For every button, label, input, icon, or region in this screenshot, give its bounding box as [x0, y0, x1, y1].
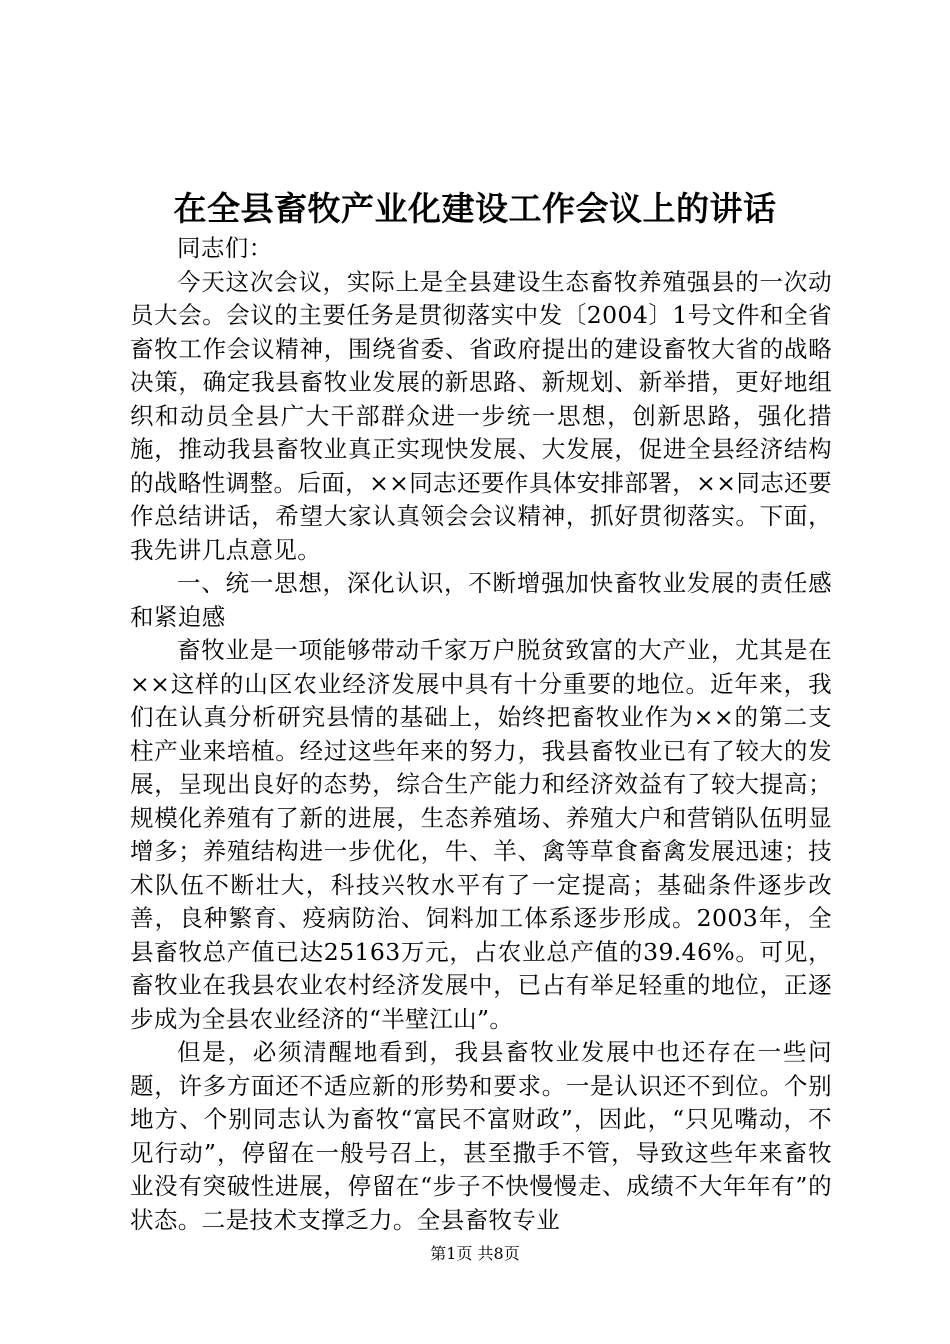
salutation: 同志们： — [177, 234, 273, 262]
document-body — [130, 232, 832, 1237]
paragraph-intro: 今天这次会议，实际上是全县建设生态畜牧养殖强县的一次动员大会。会议的主要任务是贯彻落实中发〔2004〕1号文件和全省畜牧工作会议精神，围绕省委、省政府提出的建设畜牧大省的战略决策，确定我县畜牧业发展的新思路、新规划、新举措，更好地组织和动员全县广大干部群众进一步统一思想，创新思路，强化措施，推动我县畜牧业真正实现快发展、大发展，促进全县经济结构的战略性调整。后面，××同志还要作具体安排部署，××同志还要作总结讲话，希望大家认真领会会议精神，抓好贯彻落实。下面，我先讲几点意见。 — [130, 267, 832, 564]
paragraph-problems: 但是，必须清醒地看到，我县畜牧业发展中也还存在一些问题，许多方面还不适应新的形势和要求。一是认识还不到位。个别地方、个别同志认为畜牧“富民不富财政”，因此，“只见嘴动，不见行动”，停留在一般号召上，甚至撒手不管，导致这些年来畜牧业没有突破性进展，停留在“步子不快慢慢走、成绩不大年年有”的状态。二是技术支撑乏力。全县畜牧专业 — [130, 1038, 832, 1234]
section-heading-1: 一、统一思想，深化认识，不断增强加快畜牧业发展的责任感和紧迫感 — [130, 569, 832, 631]
document-title: 在全县畜牧产业化建设工作会议上的讲话 — [173, 189, 777, 228]
page-footer: 第1页 共8页 — [430, 1244, 520, 1263]
paragraph-development: 畜牧业是一项能够带动千家万户脱贫致富的大产业，尤其是在××这样的山区农业经济发展中具有十分重要的地位。近年来，我们在认真分析研究县情的基础上，始终把畜牧业作为××的第二支柱产业来培植。经过这些年来的努力，我县畜牧业已有了较大的发展，呈现出良好的态势，综合生产能力和经济效益有了较大提高；规模化养殖有了新的进展，生态养殖场、养殖大户和营销队伍明显增多；养殖结构进一步优化，牛、羊、禽等草食畜禽发展迅速；技术队伍不断壮大，科技兴牧水平有了一定提高；基础条件逐步改善，良种繁育、疫病防治、饲料加工体系逐步形成。2003年，全县畜牧总产值已达25163万元，占农业总产值的39.46%。可见，畜牧业在我县农业农村经济发展中，已占有举足轻重的地位，正逐步成为全县农业经济的“半壁江山”。 — [130, 636, 832, 1033]
